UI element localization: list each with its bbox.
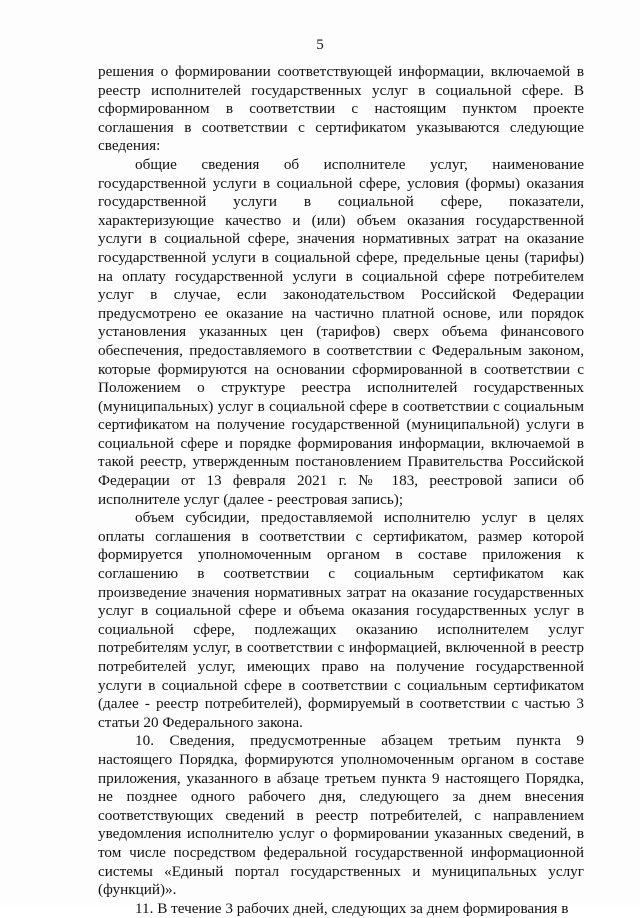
paragraph-item-11: 11. В течение 3 рабочих дней, следующих за днем формирования в: [135, 899, 569, 917]
paragraph-item-10: 10. Сведения, предусмотренные абзацем третьим пункта 9 настоящего Порядка, формируются уполномоченным органом в составе приложения, указанного в абзаце третьем пункта 9 настоящего Порядка, не позднее одного рабочего дня, следующего за днем внесения соответствующих сведений в реестр потребителей, с направлением уведомления исполнителю услуг о формировании указанных сведений, в том числе посредством федеральной государственной информационной системы «Единый портал государственных и муниципальных услуг (функций)».: [98, 732, 584, 899]
paragraph-subsidy-volume: объем субсидии, предоставляемой исполнителю услуг в целях оплаты соглашения в соответствии с сертификатом, размер которой формируется уполномоченным органом в составе приложения к соглашению в соответствии с социальным сертификатом как произведение значения нормативных затрат на оказание государственных услуг в социальной сфере и объема оказания государственных услуг в социальной сфере, подлежащих оказанию исполнителем услуг потребителям услуг, в соответствии с информацией, включенной в реестр потребителей услуг, имеющих право на получение государственной услуги в социальной сфере в соответствии с социальным сертификатом (далее - реестр потребителей), формируемый в соответствии с частью 3 статьи 20 Федерального закона.: [98, 509, 584, 731]
document-body: [98, 63, 584, 918]
paragraph-general-info: общие сведения об исполнителе услуг, наименование государственной услуги в социальной сфере, условия (формы) оказания государственной услуги в социальной сфере, показатели, характеризующие качество и (или) объем оказания государственной услуги в социальной сфере, значения нормативных затрат на оказание государственной услуги в социальной сфере, предельные цены (тарифы) на оплату государственной услуги в социальной сфере потребителем услуг в случае, если законодательством Российской Федерации предусмотрено ее оказание на частично платной основе, или порядок установления указанных цен (тарифов) сверх объема финансового обеспечения, предоставляемого в соответствии с Федеральным законом, которые формируются на основании сформированной в соответствии с Положением о структуре реестра исполнителей государственных (муниципальных) услуг в социальной сфере в соответствии с социальным сертификатом на получение государственной (муниципальной) услуги в социальной сфере и порядке формирования информации, включаемой в такой реестр, утвержденным постановлением Правительства Российской Федерации от 13 февраля 2021 г. № 183, реестровой записи об исполнителе услуг (далее - реестровая запись);: [98, 155, 584, 508]
paragraph-continuation: решения о формировании соответствующей информации, включаемой в реестр исполнителей государственных услуг в социальной сфере. В сформированном в соответствии с настоящим пунктом проекте соглашения в соответствии с сертификатом указываются следующие сведения:: [98, 63, 584, 155]
page-number: 5: [316, 37, 324, 53]
